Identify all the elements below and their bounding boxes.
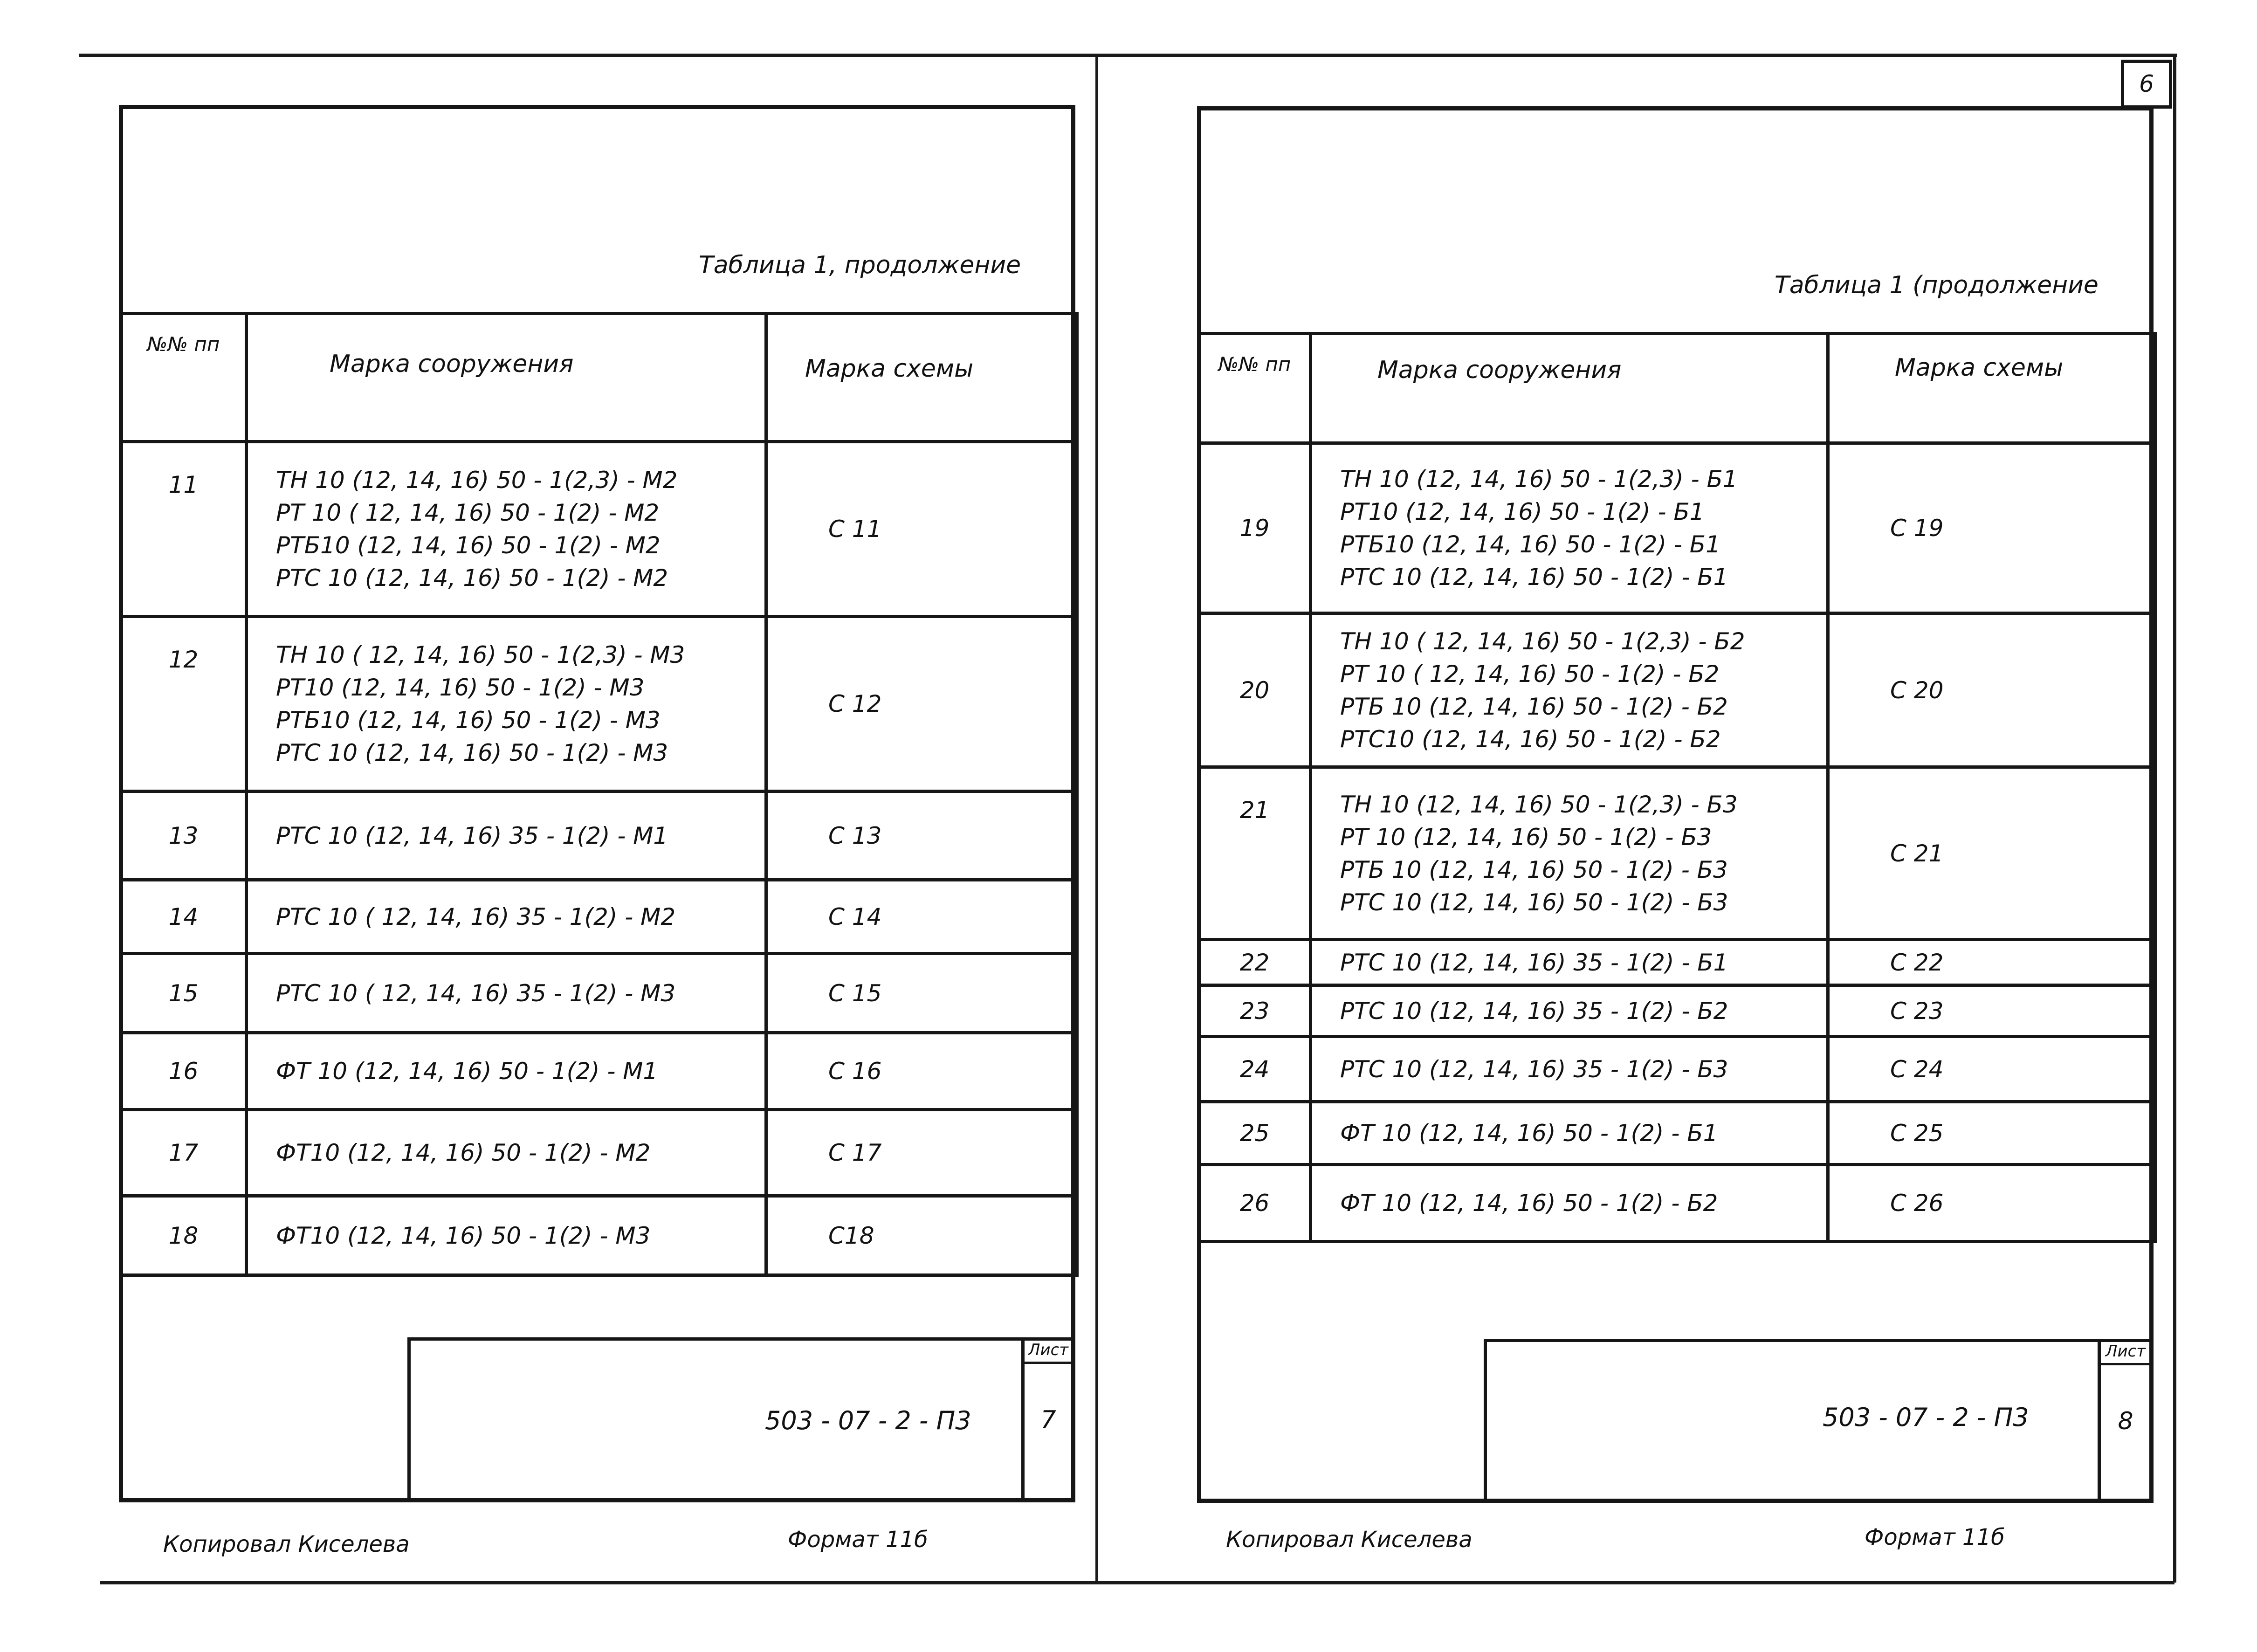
- row-marks: РТС 10 (12, 14, 16) 35 - 1(2) - Б1: [1311, 940, 1828, 985]
- row-num: 20: [1199, 613, 1311, 767]
- header-mark: Марка сооружения: [1311, 334, 1828, 443]
- row-marks: РТС 10 (12, 14, 16) 35 - 1(2) - М1: [247, 792, 766, 880]
- mark-line: РТБ10 (12, 14, 16) 50 - 1(2) - М2: [276, 532, 661, 559]
- row-marks: [247, 617, 766, 792]
- document-code: 503 - 07 - 2 - П3: [1823, 1403, 2029, 1432]
- header-num: №№ пп: [121, 314, 247, 442]
- row-scheme: С 11: [766, 442, 1077, 617]
- title-block: [407, 1337, 1075, 1502]
- row-num: 19: [1199, 443, 1311, 613]
- table-row: [1199, 443, 2155, 613]
- table-row: [1199, 1037, 2155, 1102]
- table-row: [121, 1110, 1077, 1196]
- right-table: [1197, 332, 2157, 1243]
- mark-line: РТ10 (12, 14, 16) 50 - 1(2) - М3: [276, 674, 645, 701]
- mark-line: РТС10 (12, 14, 16) 50 - 1(2) - Б2: [1340, 725, 1721, 753]
- left-format: Формат 11б: [788, 1527, 928, 1553]
- row-scheme: С 24: [1828, 1037, 2155, 1102]
- row-num: 24: [1199, 1037, 1311, 1102]
- right-table-title: Таблица 1 (продолжение: [1775, 271, 2099, 299]
- mark-line: РТС 10 (12, 14, 16) 50 - 1(2) - Б1: [1340, 564, 1728, 591]
- mark-line: РТ 10 ( 12, 14, 16) 50 - 1(2) - Б2: [1340, 660, 1720, 688]
- row-scheme: С 17: [766, 1110, 1077, 1196]
- row-marks: [1311, 767, 1828, 940]
- row-scheme: С 16: [766, 1033, 1077, 1110]
- mark-line: РТБ10 (12, 14, 16) 50 - 1(2) - Б1: [1340, 531, 1720, 558]
- row-scheme: С 12: [766, 617, 1077, 792]
- mark-line: РТБ 10 (12, 14, 16) 50 - 1(2) - Б3: [1340, 856, 1728, 883]
- table-row: [121, 1033, 1077, 1110]
- row-scheme: С 23: [1828, 985, 2155, 1037]
- table-row: [1199, 940, 2155, 985]
- title-block: [1484, 1339, 2154, 1503]
- mark-line: РТБ 10 (12, 14, 16) 50 - 1(2) - Б2: [1340, 693, 1728, 720]
- top-rule: [79, 54, 2177, 57]
- mark-line: РТ 10 ( 12, 14, 16) 50 - 1(2) - М2: [276, 499, 660, 526]
- row-marks: ФТ10 (12, 14, 16) 50 - 1(2) - М3: [247, 1196, 766, 1275]
- left-table-title: Таблица 1, продолжение: [699, 251, 1021, 279]
- row-marks: [1311, 443, 1828, 613]
- mark-line: РТБ10 (12, 14, 16) 50 - 1(2) - М3: [276, 707, 661, 734]
- right-copied-by: Копировал Киселева: [1226, 1527, 1473, 1553]
- table-row: [121, 442, 1077, 617]
- sheet-number: 8: [2118, 1407, 2133, 1435]
- table-row: [121, 1196, 1077, 1275]
- row-marks: [247, 442, 766, 617]
- sheet-label: Лист: [1025, 1341, 1072, 1364]
- row-marks: РТС 10 (12, 14, 16) 35 - 1(2) - Б2: [1311, 985, 1828, 1037]
- header-mark: Марка сооружения: [247, 314, 766, 442]
- table-row: [121, 617, 1077, 792]
- row-num: 15: [121, 954, 247, 1033]
- right-edge-line: [2173, 56, 2176, 1583]
- mark-line: РТС 10 (12, 14, 16) 50 - 1(2) - М3: [276, 739, 668, 766]
- document-code: 503 - 07 - 2 - П3: [765, 1406, 971, 1435]
- mark-line: РТС 10 (12, 14, 16) 50 - 1(2) - М2: [276, 564, 668, 592]
- row-num: 17: [121, 1110, 247, 1196]
- row-marks: ФТ 10 (12, 14, 16) 50 - 1(2) - Б2: [1311, 1165, 1828, 1242]
- table-row: [1199, 767, 2155, 940]
- page-number-box: [2121, 60, 2172, 109]
- row-scheme: С 20: [1828, 613, 2155, 767]
- table-row: [121, 954, 1077, 1033]
- row-marks: ФТ 10 (12, 14, 16) 50 - 1(2) - Б1: [1311, 1102, 1828, 1165]
- row-num: 22: [1199, 940, 1311, 985]
- header-scheme: Марка схемы: [1828, 334, 2155, 443]
- row-num: 16: [121, 1033, 247, 1110]
- row-scheme: С 19: [1828, 443, 2155, 613]
- mark-line: ТН 10 ( 12, 14, 16) 50 - 1(2,3) - М3: [276, 641, 685, 668]
- mark-line: РТС 10 (12, 14, 16) 50 - 1(2) - Б3: [1340, 888, 1728, 916]
- row-num: 18: [121, 1196, 247, 1275]
- row-scheme: С 15: [766, 954, 1077, 1033]
- row-scheme: С 21: [1828, 767, 2155, 940]
- row-num: 14: [121, 880, 247, 954]
- table-header-row: [121, 314, 1077, 442]
- sheet-number: 7: [1040, 1406, 1056, 1434]
- sheet-number-box: [1021, 1341, 1072, 1499]
- header-num: №№ пп: [1199, 334, 1311, 443]
- mark-line: ТН 10 (12, 14, 16) 50 - 1(2,3) - М2: [276, 467, 678, 494]
- row-marks: [1311, 613, 1828, 767]
- row-num: 11: [121, 442, 247, 617]
- row-marks: РТС 10 ( 12, 14, 16) 35 - 1(2) - М3: [247, 954, 766, 1033]
- bottom-rule: [100, 1581, 2174, 1584]
- mark-line: ТН 10 (12, 14, 16) 50 - 1(2,3) - Б1: [1340, 466, 1738, 493]
- row-num: 26: [1199, 1165, 1311, 1242]
- table-row: [121, 880, 1077, 954]
- row-scheme: С 26: [1828, 1165, 2155, 1242]
- mark-line: ТН 10 (12, 14, 16) 50 - 1(2,3) - Б3: [1340, 791, 1738, 818]
- row-scheme: С 14: [766, 880, 1077, 954]
- row-marks: РТС 10 ( 12, 14, 16) 35 - 1(2) - М2: [247, 880, 766, 954]
- left-table: [119, 312, 1079, 1277]
- mark-line: РТ 10 (12, 14, 16) 50 - 1(2) - Б3: [1340, 823, 1712, 851]
- mark-line: РТ10 (12, 14, 16) 50 - 1(2) - Б1: [1340, 498, 1705, 525]
- sheet-number-box: [2098, 1342, 2150, 1500]
- row-num: 12: [121, 617, 247, 792]
- table-row: [1199, 613, 2155, 767]
- header-scheme: Марка схемы: [766, 314, 1077, 442]
- right-sheet: [1197, 106, 2154, 1503]
- center-fold-line: [1095, 56, 1098, 1583]
- table-row: [1199, 1102, 2155, 1165]
- table-row: [121, 792, 1077, 880]
- row-num: 21: [1199, 767, 1311, 940]
- mark-line: ТН 10 ( 12, 14, 16) 50 - 1(2,3) - Б2: [1340, 627, 1745, 655]
- row-num: 13: [121, 792, 247, 880]
- row-scheme: С 13: [766, 792, 1077, 880]
- row-scheme: С 25: [1828, 1102, 2155, 1165]
- table-row: [1199, 985, 2155, 1037]
- table-header-row: [1199, 334, 2155, 443]
- row-scheme: С 22: [1828, 940, 2155, 985]
- row-num: 25: [1199, 1102, 1311, 1165]
- row-marks: ФТ10 (12, 14, 16) 50 - 1(2) - М2: [247, 1110, 766, 1196]
- row-marks: РТС 10 (12, 14, 16) 35 - 1(2) - Б3: [1311, 1037, 1828, 1102]
- page-number: 6: [2139, 70, 2154, 97]
- right-format: Формат 11б: [1865, 1524, 2005, 1550]
- left-sheet: [119, 105, 1075, 1502]
- table-row: [1199, 1165, 2155, 1242]
- left-copied-by: Копировал Киселева: [163, 1531, 410, 1557]
- row-scheme: С18: [766, 1196, 1077, 1275]
- row-marks: ФТ 10 (12, 14, 16) 50 - 1(2) - М1: [247, 1033, 766, 1110]
- row-num: 23: [1199, 985, 1311, 1037]
- sheet-label: Лист: [2101, 1342, 2150, 1365]
